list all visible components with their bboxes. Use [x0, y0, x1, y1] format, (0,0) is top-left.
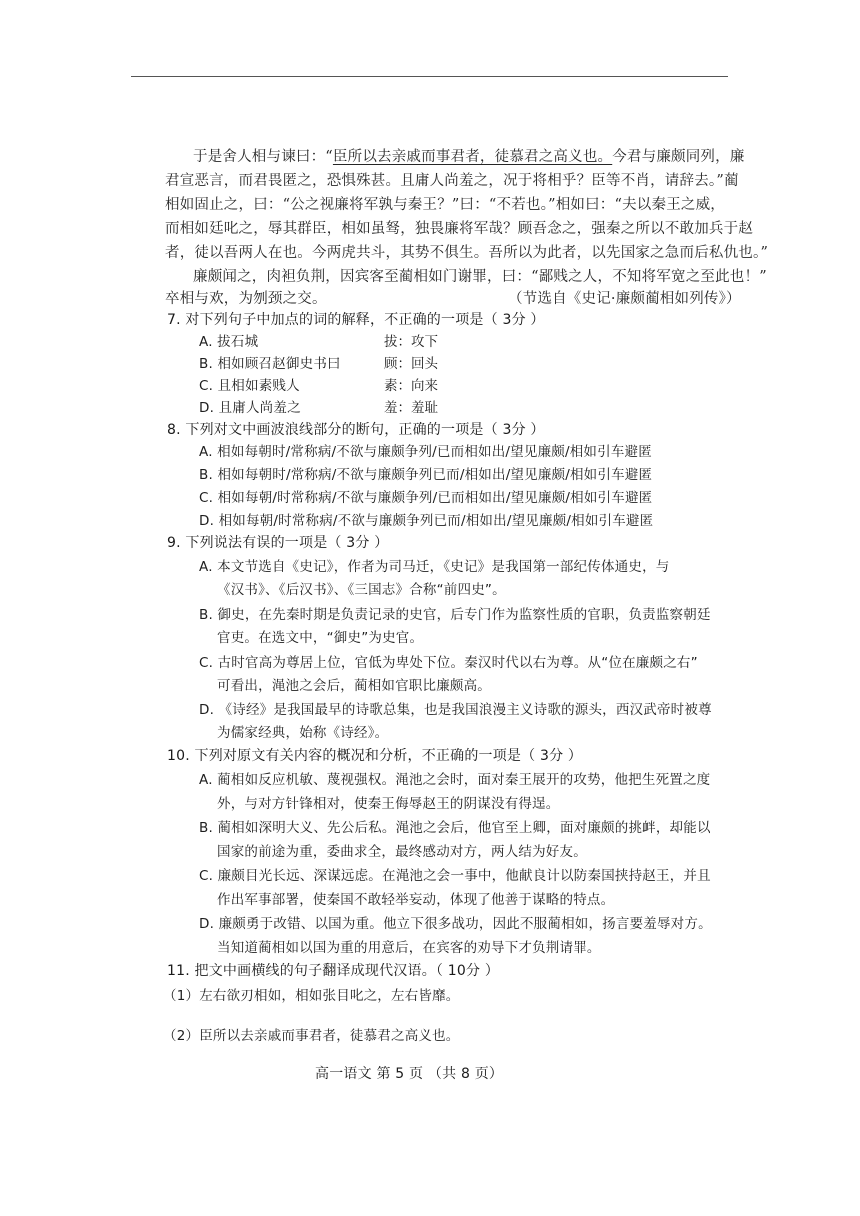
page-footer: 高一语文 第 5 页 （共 8 页） — [315, 1066, 504, 1082]
passage-source: （节选自《史记·廉颇蔺相如列传》） — [508, 291, 741, 307]
q8-option-d: D. 相如每朝/时常称病/不欲与廉颇争列已而/相如出/望见廉颇/相如引车避匿 — [199, 513, 654, 529]
q11-sentence-1: （1）左右欲刃相如，相如张目叱之，左右皆靡。 — [163, 988, 460, 1004]
question-9-stem: 9. 下列说法有误的一项是（ 3分 ） — [167, 535, 389, 551]
q10-option-d-line2: 当知道蔺相如以国为重的用意后，在宾客的劝导下才负荆请罪。 — [217, 940, 601, 956]
q9-option-a-line1: A. 本文节选自《史记》，作者为司马迁，《史记》是我国第一部纪传体通史，与 — [199, 559, 670, 575]
q7-option-d-gloss: 羞：羞耻 — [384, 400, 438, 416]
q10-option-d-line1: D. 廉颇勇于改错、以国为重。他立下很多战功，因此不服蔺相如，扬言要羞辱对方。 — [199, 916, 712, 932]
underlined-sentence: 臣所以去亲戚而事君者，徒慕君之高义也。 — [332, 149, 613, 165]
q9-option-c-line1: C. 古时官高为尊居上位，官低为卑处下位。秦汉时代以右为尊。从“位在廉颇之右” — [199, 655, 698, 671]
q9-option-a-line2: 《汉书》、《后汉书》、《三国志》合称“前四史”。 — [217, 582, 506, 598]
passage-line-5: 者，徒以吾两人在也。今两虎共斗，其势不俱生。吾所以为此者，以先国家之急而后私仇也。” — [165, 245, 769, 261]
passage-line-6: 廉颇闻之，肉袒负荆，因宾客至蔺相如门谢罪，曰：“鄙贱之人，不知将军宽之至此也！” — [193, 269, 767, 285]
question-10-stem: 10. 下列对原文有关内容的概况和分析，不正确的一项是（ 3分 ） — [167, 748, 583, 764]
question-8-stem: 8. 下列对文中画波浪线部分的断句，正确的一项是（ 3分 ） — [167, 422, 545, 438]
passage-line-3: 相如固止之，曰：“公之视廉将军孰与秦王？”曰：“不若也。”相如曰：“夫以秦王之威， — [165, 197, 726, 213]
q7-option-b: B. 相如顾召赵御史书曰 — [199, 356, 341, 372]
q10-option-c-line2: 作出军事部署，使秦国不敢轻举妄动，体现了他善于谋略的特点。 — [217, 892, 615, 908]
q7-option-a: A. 拔石城 — [199, 334, 259, 350]
q7-option-b-gloss: 顾：回头 — [384, 356, 438, 372]
q9-option-c-line2: 可看出，渑池之会后，蔺相如官职比廉颇高。 — [217, 678, 491, 694]
q8-option-b: B. 相如每朝时/常称病/不欲与廉颇争列已而/相如出/望见廉颇/相如引车避匿 — [199, 467, 653, 483]
q8-option-a: A. 相如每朝时/常称病/不欲与廉颇争列/已而相如出/望见廉颇/相如引车避匿 — [199, 444, 652, 460]
q7-option-d: D. 且庸人尚羞之 — [199, 400, 301, 416]
q10-option-b-line2: 国家的前途为重，委曲求全，最终感动对方，两人结为好友。 — [217, 844, 587, 860]
q9-option-d-line2: 为儒家经典，始称《诗经》。 — [217, 725, 389, 741]
passage-text: 于是舍人相与谏曰：“ — [193, 149, 333, 165]
q7-option-a-gloss: 拔：攻下 — [384, 334, 438, 350]
q9-option-b-line2: 官吏。在选文中，“御史”为史官。 — [217, 630, 424, 646]
q9-option-b-line1: B. 御史，在先秦时期是负责记录的史官，后专门作为监察性质的官职，负责监察朝廷 — [199, 607, 711, 623]
q11-sentence-2: （2）臣所以去亲戚而事君者，徒慕君之高义也。 — [163, 1028, 460, 1044]
q7-option-c-gloss: 素：向来 — [384, 378, 438, 394]
q10-option-a-line2: 外，与对方针锋相对，使秦王侮辱赵王的阴谋没有得逞。 — [217, 796, 560, 812]
q7-option-c: C. 且相如素贱人 — [199, 378, 300, 394]
q10-option-b-line1: B. 蔺相如深明大义、先公后私。渑池之会后，他官至上卿，面对廉颇的挑衅，却能以 — [199, 820, 711, 836]
q10-option-c-line1: C. 廉颇目光长远、深谋远虑。在渑池之会一事中，他献良计以防秦国挟持赵王，并且 — [199, 868, 711, 884]
question-11-stem: 11. 把文中画横线的句子翻译成现代汉语。（ 10分 ） — [167, 963, 500, 979]
question-7-stem: 7. 对下列句子中加点的词的解释，不正确的一项是（ 3分 ） — [167, 312, 545, 328]
passage-text: 今君与廉颇同列，廉 — [612, 149, 745, 165]
q8-option-c: C. 相如每朝/时常称病/不欲与廉颇争列/已而相如出/望见廉颇/相如引车避匿 — [199, 490, 653, 506]
passage-line-1 — [193, 147, 745, 167]
passage-line-2: 君宣恶言，而君畏匿之，恐惧殊甚。且庸人尚羞之，况于将相乎？臣等不肖，请辞去。”蔺 — [165, 173, 739, 189]
passage-line-4: 而相如廷叱之，辱其群臣，相如虽驽，独畏廉将军哉？顾吾念之，强秦之所以不敢加兵于赵 — [165, 221, 753, 237]
q10-option-a-line1: A. 蔺相如反应机敏、蔑视强权。渑池之会时，面对秦王展开的攻势，他把生死置之度 — [199, 772, 711, 788]
passage-line-7: 卒相与欢，为刎颈之交。 — [165, 291, 327, 307]
q9-option-d-line1: D. 《诗经》是我国最早的诗歌总集，也是我国浪漫主义诗歌的源头，西汉武帝时被尊 — [199, 702, 712, 718]
